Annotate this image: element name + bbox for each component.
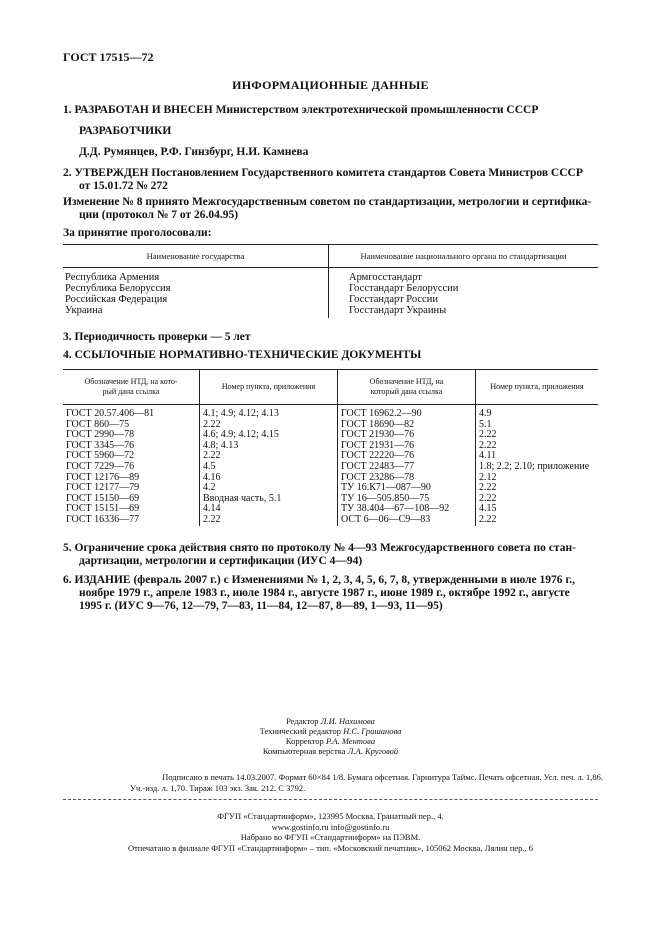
item-ref: 4.9 bbox=[479, 408, 492, 419]
item-ref: 2.22 bbox=[479, 492, 497, 504]
developers-label: РАЗРАБОТЧИКИ bbox=[79, 125, 172, 137]
doc-ref: ГОСТ 15151—69 bbox=[66, 503, 140, 515]
publisher-web: www.gostinfo.ru info@gostinfo.ru bbox=[271, 821, 390, 832]
column-header-right-doc bbox=[338, 370, 476, 405]
header-line: который дана ссылка bbox=[370, 387, 443, 396]
header-line: Обозначение НТД, на кото- bbox=[84, 377, 178, 386]
doc-ref: ГОСТ 22220—76 bbox=[341, 450, 415, 462]
standards-body-cell bbox=[329, 268, 599, 319]
doc-ref: ГОСТ 22483—77 bbox=[341, 460, 415, 472]
item-ref: 4.16 bbox=[203, 471, 221, 483]
references-table bbox=[63, 369, 598, 526]
item-ref: 4.14 bbox=[203, 503, 221, 515]
item-ref: 2.12 bbox=[479, 471, 497, 483]
publisher-address: ФГУП «Стандартинформ», 123995 Москва, Гранатный пер., 4. bbox=[217, 811, 444, 821]
page-title: ИНФОРМАЦИОННЫЕ ДАННЫЕ bbox=[232, 78, 429, 92]
layout-credit bbox=[0, 746, 661, 756]
doc-ref: ГОСТ 16962.2—90 bbox=[341, 408, 422, 419]
section-6-line-3: 1995 г. (ИУС 9—76, 12—79, 7—83, 11—84, 12—87, 8—89, 1—93, 11—95) bbox=[79, 600, 443, 612]
item-ref: 2.22 bbox=[203, 450, 221, 462]
item-ref: 4.2 bbox=[203, 482, 216, 494]
item-ref: 4.11 bbox=[479, 450, 497, 462]
tech-editor-credit bbox=[0, 726, 661, 736]
doc-ref: ГОСТ 2990—78 bbox=[66, 429, 135, 441]
imprint-credits bbox=[0, 716, 661, 756]
section-5-line-1: 5. Ограничение срока действия снято по протоколу № 4—93 Межгосударственного совета по стан- bbox=[63, 542, 576, 554]
developers-list: Д.Д. Румянцев, Р.Ф. Гинзбург, Н.И. Камнева bbox=[79, 146, 309, 158]
header-line: Обозначение НТД, на bbox=[369, 377, 444, 386]
state-name: Республика Белоруссия bbox=[65, 283, 171, 294]
item-ref: 2.22 bbox=[479, 429, 497, 441]
section-2-date: от 15.01.72 № 272 bbox=[79, 180, 168, 192]
doc-ref: ГОСТ 7229—76 bbox=[66, 460, 135, 472]
standards-body-name: Госстандарт России bbox=[349, 294, 438, 305]
item-ref: 2.22 bbox=[479, 482, 497, 494]
divider bbox=[63, 799, 598, 800]
left-doc-cell bbox=[63, 405, 200, 526]
amendment-line-2: ции (протокол № 7 от 26.04.95) bbox=[79, 209, 239, 221]
item-ref: 2.22 bbox=[479, 513, 497, 525]
doc-ref: ТУ 38.404—67—108—92 bbox=[341, 503, 450, 515]
doc-ref: ОСТ 6—06—С9—83 bbox=[341, 513, 431, 525]
item-ref: 4.5 bbox=[203, 460, 216, 472]
state-cell bbox=[63, 268, 329, 319]
doc-ref: ГОСТ 21931—76 bbox=[341, 439, 415, 451]
section-2-text: Постановлением Государственного комитета стандартов Совета Министров СССР bbox=[151, 167, 583, 179]
section-5-line-2: дартизации, метрологии и сертификации (ИУС 4—94) bbox=[79, 555, 363, 567]
item-ref: 2.22 bbox=[203, 513, 221, 525]
section-2 bbox=[63, 166, 583, 180]
right-doc-cell bbox=[338, 405, 476, 526]
item-ref: 4.15 bbox=[479, 503, 497, 515]
section-1-label: 1. РАЗРАБОТАН И ВНЕСЕН bbox=[63, 104, 213, 116]
doc-ref: ТУ 16—505.850—75 bbox=[341, 492, 430, 504]
doc-ref: ГОСТ 23286—78 bbox=[341, 471, 415, 483]
editor-credit bbox=[0, 716, 661, 726]
doc-ref: ГОСТ 5960—72 bbox=[66, 450, 135, 462]
amendment-line-1: Изменение № 8 принято Межгосударственным советом по стандартизации, метрологии и сертифика- bbox=[63, 196, 592, 208]
standards-body-name: Армгосстандарт bbox=[349, 272, 422, 283]
credit-name: Н.С. Гришанова bbox=[343, 726, 402, 736]
doc-ref: ГОСТ 21930—76 bbox=[341, 429, 415, 441]
proofreader-credit bbox=[0, 736, 661, 746]
column-header-standards-body: Наименование национального органа по стандартизации bbox=[329, 245, 599, 268]
doc-ref: ГОСТ 3345—76 bbox=[66, 439, 135, 451]
state-name: Украина bbox=[65, 305, 103, 316]
doc-ref: ГОСТ 860—75 bbox=[66, 418, 130, 430]
column-header-right-item: Номер пункта, приложения bbox=[476, 370, 599, 405]
signatories-table bbox=[63, 244, 598, 318]
section-3: 3. Периодичность проверки — 5 лет bbox=[63, 331, 251, 343]
item-ref: 1.8; 2.2; 2.10; приложение bbox=[479, 460, 590, 472]
standards-body-name: Госстандарт Украины bbox=[349, 305, 447, 316]
print-info-line: Подписано в печать 14.03.2007. Формат 60×84 1/8. Бумага офсетная. Гарнитура Таймс. Печать офсетная. Усл. печ. л. 1,86. bbox=[162, 772, 603, 782]
item-ref: 2.22 bbox=[203, 418, 221, 430]
state-name: Республика Армения bbox=[65, 272, 160, 283]
doc-ref: ГОСТ 16336—77 bbox=[66, 513, 140, 525]
section-1-text: Министерством электротехнической промышленности СССР bbox=[215, 104, 539, 116]
doc-ref: ГОСТ 15150—69 bbox=[66, 492, 140, 504]
header-line: рый дана ссылка bbox=[102, 387, 160, 396]
doc-ref: ГОСТ 20.57.406—81 bbox=[66, 408, 155, 419]
credit-name: Л.И. Нахимова bbox=[320, 716, 375, 726]
right-item-cell bbox=[476, 405, 599, 526]
doc-ref: ГОСТ 12177—79 bbox=[66, 482, 140, 494]
credit-label: Редактор bbox=[286, 716, 319, 726]
item-ref: 4.8; 4.13 bbox=[203, 439, 239, 451]
credit-name: Р.А. Ментова bbox=[325, 736, 376, 746]
section-6-line-2: ноябре 1979 г., апреле 1983 г., июле 1984 г., августе 1987 г., июне 1989 г., октябре 1992 г., августе bbox=[79, 587, 570, 599]
credit-name: Л.А. Круговой bbox=[347, 746, 399, 756]
credit-label: Технический редактор bbox=[259, 726, 341, 736]
doc-ref: ГОСТ 18690—82 bbox=[341, 418, 415, 430]
print-info-line-2: Уч.-изд. л. 1,70. Тираж 103 экз. Зак. 212. С 3792. bbox=[130, 783, 306, 793]
doc-ref: ТУ 16.К71—087—90 bbox=[341, 482, 431, 494]
column-header-left-doc bbox=[63, 370, 200, 405]
item-ref: Вводная часть, 5.1 bbox=[203, 492, 282, 504]
doc-ref: ГОСТ 12176—89 bbox=[66, 471, 140, 483]
column-header-state: Наименование государства bbox=[63, 245, 329, 268]
voted-label: За принятие проголосовали: bbox=[63, 227, 212, 239]
section-1 bbox=[63, 103, 538, 117]
credit-label: Корректор bbox=[285, 736, 324, 746]
item-ref: 5.1 bbox=[479, 418, 492, 430]
credit-label: Компьютерная верстка bbox=[262, 746, 346, 756]
gost-number: ГОСТ 17515—72 bbox=[63, 50, 154, 64]
left-item-cell bbox=[200, 405, 338, 526]
state-name: Российская Федерация bbox=[65, 294, 168, 305]
item-ref: 4.6; 4.9; 4.12; 4.15 bbox=[203, 429, 279, 441]
item-ref: 4.1; 4.9; 4.12; 4.13 bbox=[203, 408, 279, 419]
publisher-typeset: Набрано во ФГУП «Стандартинформ» на ПЭВМ. bbox=[240, 832, 421, 842]
column-header-left-item: Номер пункта, приложения bbox=[200, 370, 338, 405]
publisher-printed: Отпечатано в филиале ФГУП «Стандартинформ» – тип. «Московский печатник», 105062 Москва, Лялин пер., 6 bbox=[127, 842, 534, 853]
section-6-line-1: 6. ИЗДАНИЕ (февраль 2007 г.) с Изменениями № 1, 2, 3, 4, 5, 6, 7, 8, утвержденными в июле 1976 г., bbox=[63, 574, 576, 586]
publisher-info bbox=[0, 811, 661, 853]
section-4: 4. ССЫЛОЧНЫЕ НОРМАТИВНО-ТЕХНИЧЕСКИЕ ДОКУМЕНТЫ bbox=[63, 349, 422, 361]
item-ref: 2.22 bbox=[479, 439, 497, 451]
standards-body-name: Госстандарт Белоруссии bbox=[349, 283, 459, 294]
section-2-label: 2. УТВЕРЖДЕН bbox=[63, 167, 149, 179]
